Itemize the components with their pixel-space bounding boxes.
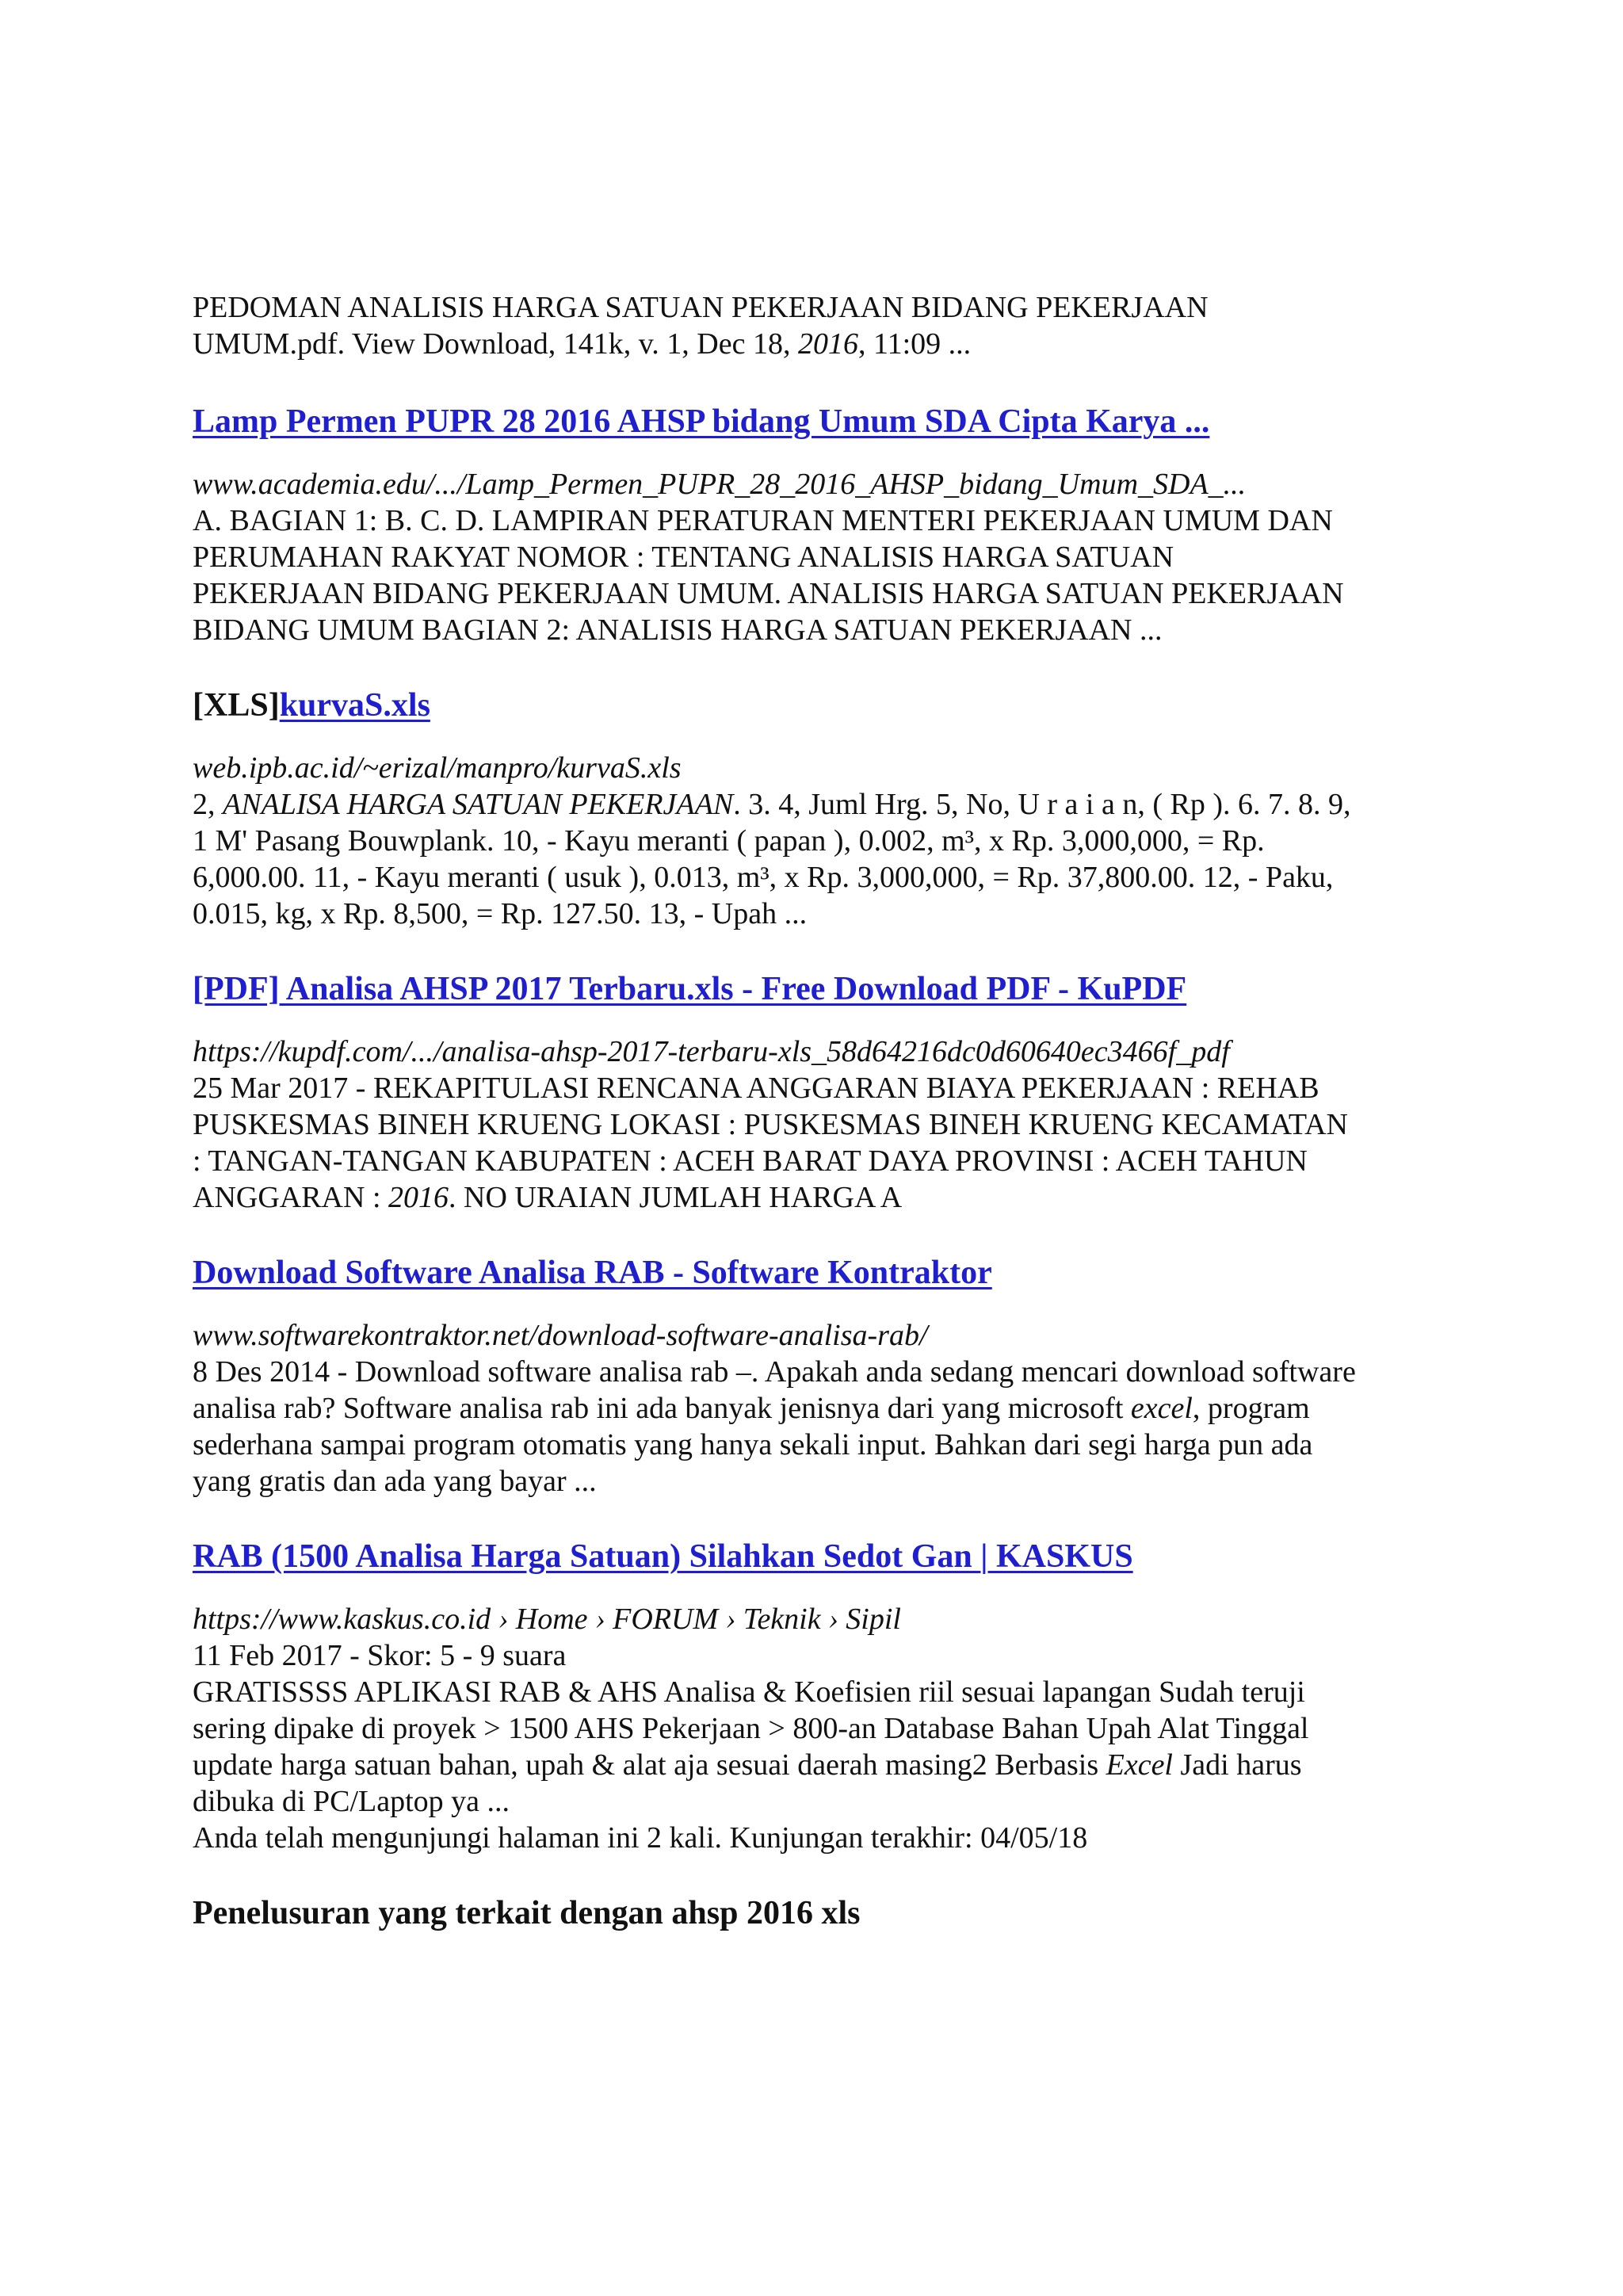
result-url: web.ipb.ac.id/~erizal/manpro/kurvaS.xls [193,751,682,785]
result-title-link[interactable]: RAB (1500 Analisa Harga Satuan) Silahkan Sedot Gan | KASKUS [193,1538,1133,1575]
result-snippet-line: yang gratis dan ada yang bayar ... [193,1465,597,1498]
result-title [193,1252,1461,1293]
result-title [193,968,1461,1010]
result-title [193,685,1461,726]
result-snippet-line: sering dipake di proyek > 1500 AHS Pekerjaan > 800-an Database Bahan Upah Alat Tinggal [193,1712,1309,1745]
result-snippet-line: GRATISSSS APLIKASI RAB & AHS Analisa & Koefisien riil sesuai lapangan Sudah teruji [193,1675,1305,1709]
result-snippet-line: 6,000.00. 11, - Kayu meranti ( usuk ), 0.013, m³, x Rp. 3,000,000, = Rp. 37,800.00. 12, - Paku, [193,861,1334,894]
search-result [193,1252,1461,1499]
result-snippet-line: update harga satuan bahan, upah & alat aja sesuai daerah masing2 Berbasis Excel Jadi harus [193,1748,1302,1782]
result-snippet-line: 8 Des 2014 - Download software analisa rab –. Apakah anda sedang mencari download software [193,1355,1356,1389]
result-snippet-line: A. BAGIAN 1: B. C. D. LAMPIRAN PERATURAN MENTERI PEKERJAAN UMUM DAN [193,504,1333,537]
file-type-prefix: [XLS] [193,687,280,724]
result-snippet-line: PEKERJAAN BIDANG PEKERJAAN UMUM. ANALISIS HARGA SATUAN PEKERJAAN [193,577,1344,610]
result-title-link[interactable]: [PDF] Analisa AHSP 2017 Terbaru.xls - Free Download PDF - KuPDF [193,971,1187,1007]
result-url: www.academia.edu/.../Lamp_Permen_PUPR_28_2016_AHSP_bidang_Umum_SDA_... [193,468,1247,501]
result-title [193,401,1461,442]
search-result [193,968,1461,1216]
result-snippet-line: : TANGAN-TANGAN KABUPATEN : ACEH BARAT DAYA PROVINSI : ACEH TAHUN [193,1144,1308,1178]
result-title-link[interactable]: Download Software Analisa RAB - Software Kontraktor [193,1255,992,1291]
result-snippet-line: 1 M' Pasang Bouwplank. 10, - Kayu meranti ( papan ), 0.002, m³, x Rp. 3,000,000, = Rp. [193,824,1265,858]
result-snippet-line: sederhana sampai program otomatis yang hanya sekali input. Bahkan dari segi harga pun ada [193,1428,1313,1461]
result-snippet-line: PERUMAHAN RAKYAT NOMOR : TENTANG ANALISIS HARGA SATUAN [193,541,1174,574]
result-snippet-line: Anda telah mengunjungi halaman ini 2 kali. Kunjungan terakhir: 04/05/18 [193,1821,1088,1855]
search-result [193,685,1461,932]
result-snippet-line: ANGGARAN : 2016. NO URAIAN JUMLAH HARGA A [193,1181,903,1214]
result-url: https://kupdf.com/.../analisa-ahsp-2017-terbaru-xls_58d64216dc0d60640ec3466f_pdf [193,1035,1230,1068]
result-title-link[interactable]: Lamp Permen PUPR 28 2016 AHSP bidang Umum SDA Cipta Karya ... [193,403,1210,440]
intro-paragraph [193,289,1461,362]
result-title [193,1536,1461,1577]
intro-line: UMUM.pdf. View Download, 141k, v. 1, Dec 18, 2016, 11:09 ... [193,327,972,361]
result-snippet-line: BIDANG UMUM BAGIAN 2: ANALISIS HARGA SATUAN PEKERJAAN ... [193,613,1163,647]
result-snippet-line: PUSKESMAS BINEH KRUENG LOKASI : PUSKESMAS BINEH KRUENG KECAMATAN [193,1108,1348,1141]
document-page [193,289,1461,1934]
result-snippet-line: dibuka di PC/Laptop ya ... [193,1785,510,1818]
result-url: https://www.kaskus.co.id › Home › FORUM › Teknik › Sipil [193,1603,901,1636]
result-title-link[interactable]: kurvaS.xls [279,687,430,724]
result-snippet-line: 25 Mar 2017 - REKAPITULASI RENCANA ANGGARAN BIAYA PEKERJAAN : REHAB [193,1072,1319,1105]
result-snippet-line: 0.015, kg, x Rp. 8,500, = Rp. 127.50. 13, - Upah ... [193,897,808,930]
search-result [193,1536,1461,1856]
related-searches-heading: Penelusuran yang terkait dengan ahsp 2016 xls [193,1895,861,1931]
search-result [193,401,1461,648]
intro-line: PEDOMAN ANALISIS HARGA SATUAN PEKERJAAN BIDANG PEKERJAAN [193,291,1209,324]
result-snippet-line: 11 Feb 2017 - Skor: 5 - 9 suara [193,1639,567,1672]
result-url: www.softwarekontraktor.net/download-software-analisa-rab/ [193,1319,928,1352]
result-snippet-line: 2, ANALISA HARGA SATUAN PEKERJAAN. 3. 4, Juml Hrg. 5, No, U r a i a n, ( Rp ). 6. 7. 8. 9, [193,788,1351,821]
result-snippet-line: analisa rab? Software analisa rab ini ada banyak jenisnya dari yang microsoft excel, program [193,1392,1310,1425]
